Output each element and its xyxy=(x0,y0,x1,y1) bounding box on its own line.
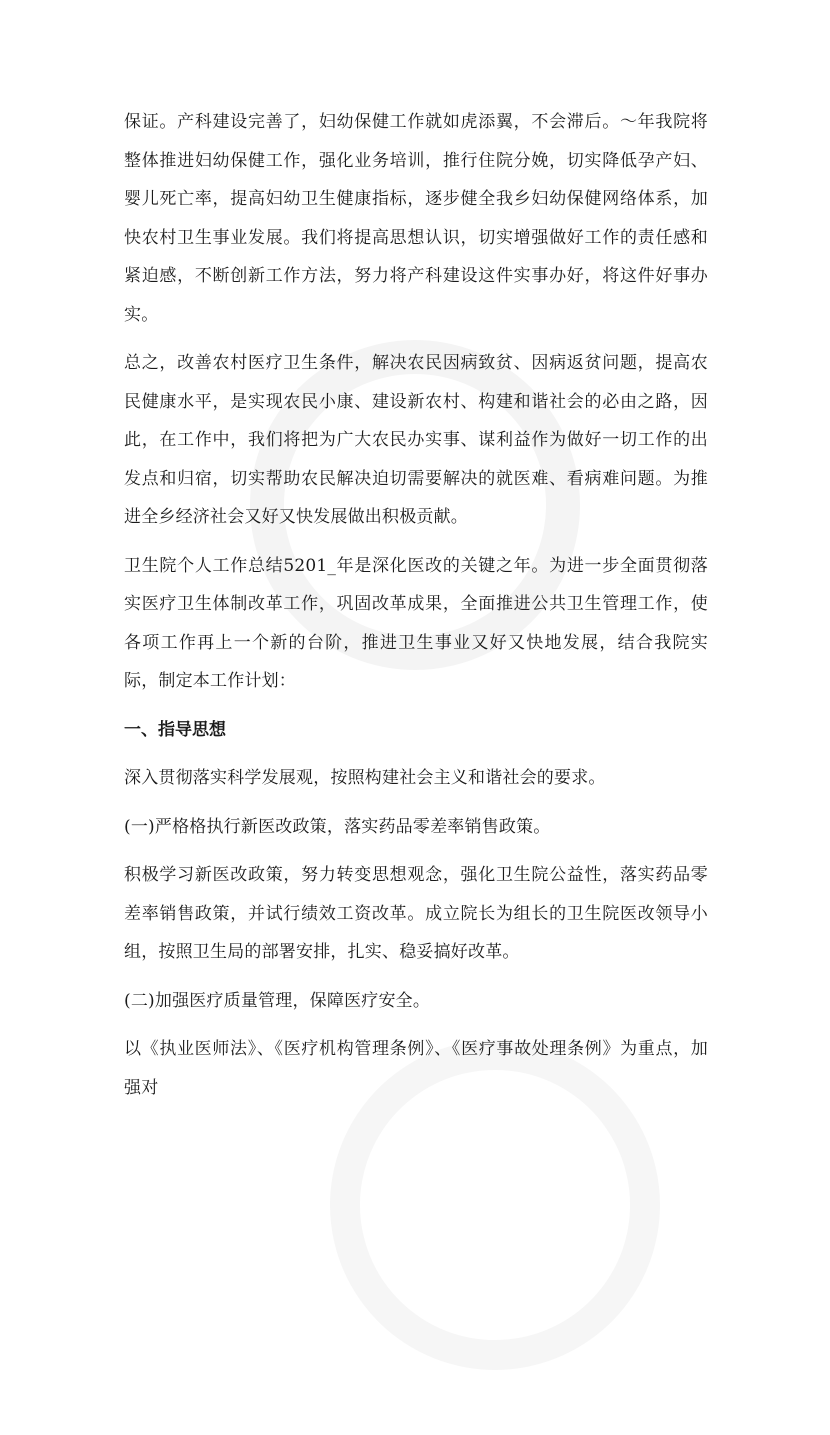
section-heading: 一、指导思想 xyxy=(124,719,226,740)
paragraph-6: 以《执业医师法》、《医疗机构管理条例》、《医疗事故处理条例》为重点，加强对 xyxy=(124,1039,708,1098)
document-body xyxy=(124,103,708,1117)
paragraph-1: 保证。产科建设完善了，妇幼保健工作就如虎添翼，不会滞后。～年我院将整体推进妇幼保健工作，强化业务培训，推行住院分娩，切实降低孕产妇、婴儿死亡率，提高妇幼卫生健康指标，逐步健全我乡妇幼保健网络体系，加快农村卫生事业发展。我们将提高思想认识，切实增强做好工作的责任感和紧迫感，不断创新工作方法，努力将产科建设这件实事办好，将这件好事办实。 xyxy=(124,112,708,325)
paragraph-2: 总之，改善农村医疗卫生条件，解决农民因病致贫、因病返贫问题，提高农民健康水平，是实现农民小康、建设新农村、构建和谐社会的必由之路，因此，在工作中，我们将把为广大农民办实事、谋利益作为做好一切工作的出发点和归宿，切实帮助农民解决迫切需要解决的就医难、看病难问题。为推进全乡经济社会又好又快发展做出积极贡献。 xyxy=(124,353,708,527)
subheading-2: (二)加强医疗质量管理，保障医疗安全。 xyxy=(124,990,431,1011)
paragraph-5: 积极学习新医改政策，努力转变思想观念，强化卫生院公益性，落实药品零差率销售政策，并试行绩效工资改革。成立院长为组长的卫生院医改领导小组，按照卫生局的部署安排，扎实、稳妥搞好改革。 xyxy=(124,865,708,962)
paragraph-3: 卫生院个人工作总结5201_年是深化医改的关键之年。为进一步全面贯彻落实医疗卫生体制改革工作，巩固改革成果，全面推进公共卫生管理工作，使各项工作再上一个新的台阶，推进卫生事业又好又快地发展，结合我院实际，制定本工作计划： xyxy=(124,555,708,691)
subheading-1: (一)严格格执行新医改政策，落实药品零差率销售政策。 xyxy=(124,816,551,837)
paragraph-4: 深入贯彻落实科学发展观，按照构建社会主义和谐社会的要求。 xyxy=(124,768,606,788)
